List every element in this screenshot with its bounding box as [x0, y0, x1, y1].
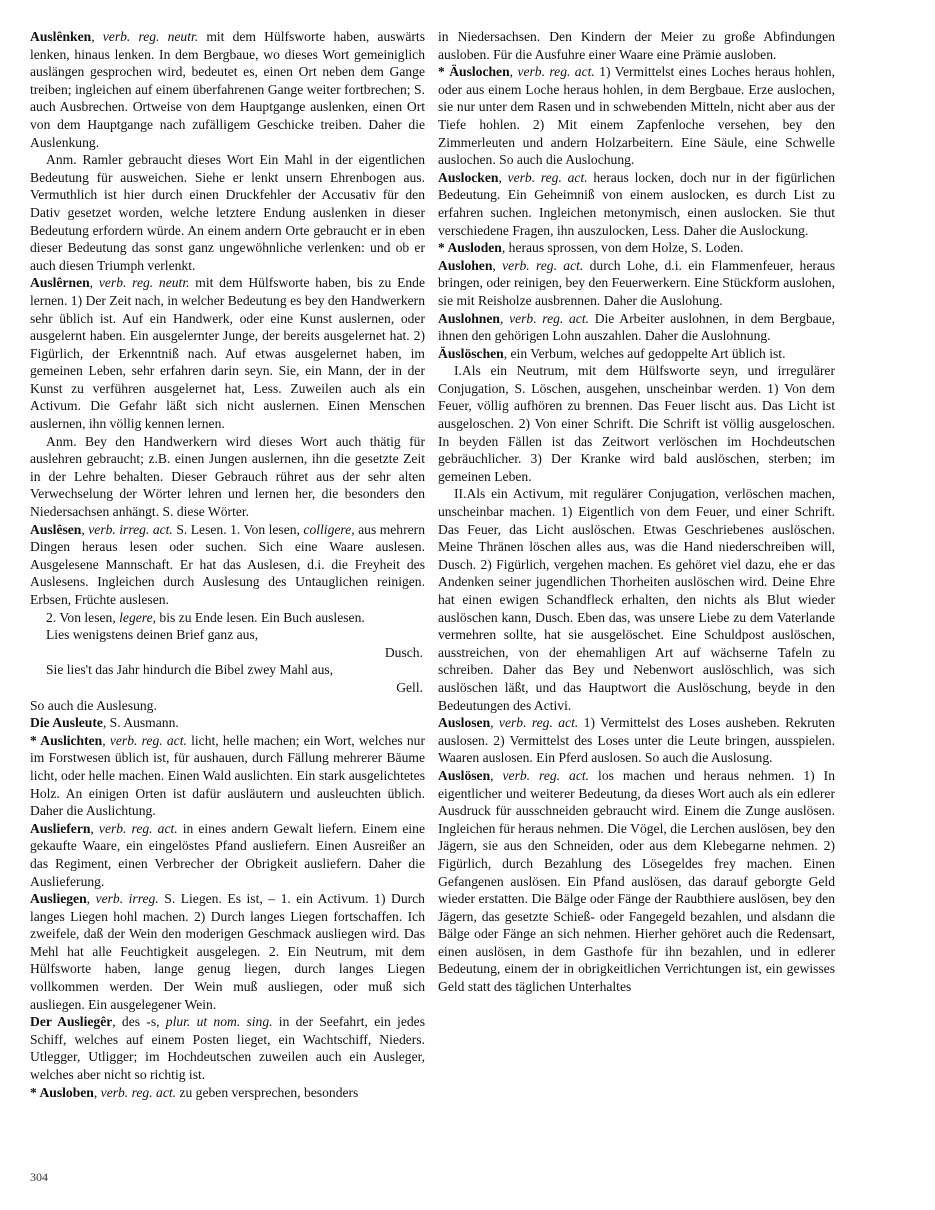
headword: Der Ausliegêr: [30, 1014, 113, 1030]
entry-text: S. Liegen. Es ist, – 1. ein Activum. 1) Durch langes Liegen hohl machen. 2) Durch langes Liegen fortschaffen. Ich zweifele, daß der Wein den moderigen Geschmack ausliegen wird. Das Mehl hat alle Feuchtigkeit ausgelegen. 2. Ein Neutrum, mit dem Hülfsworte haben, lange genug liegen, durch langes Liegen vollkommen werden. Der Wein muß ausliegen, oder muß sich ausliegen. Ein ausgelegener Wein.: [30, 891, 425, 1012]
entry-ausloben-continued: in Niedersachsen. Den Kindern der Meier zu große Abfindungen ausloben. Für die Ausfuhre einer Waare eine Prämie ausloben.: [438, 29, 835, 62]
entry-text: , heraus sprossen, von dem Holze, S. Loden.: [501, 240, 744, 256]
entry-ausloeschen-activum: II.Als ein Activum, mit regulärer Conjugation, verlöschen machen, unscheinbar machen. 1) Eigentlich von dem Feuer, und einer Schrift. Das Feuer, das Licht auslöschen. Etwas Geschriebenes auslöschen. Meine Thränen löschen alles aus, was die Hand niederschreiben will, Dusch. 2) Figürlich, vergehen machen. Es gehöret viel dazu, ehe er das Andenken seiner jugendlichen Thorheiten auslöschen wird. Deine Ehre hat einen ewigen Schandfleck erhalten, den nichts als Blut wieder auslöschen kann, Dusch. Eben das, was unsere Liebe zu dem Vaterlande vermehren sollte, hat sie ausgelöschet. Eine Schuldpost auslöschen, ausstreichen, von der ehemahligen Art auf wächserne Tafeln zu schreiben. Daher das Bey und Nebenwort auslöschlich, was sich auslöschen läßt, und das Hauptwort die Auslöschung, beyde in den Bedeutungen des Activi.: [438, 486, 835, 713]
entry-text: , S. Ausmann.: [102, 715, 179, 731]
entry-ausloben: * Ausloben, verb. reg. act. zu geben versprechen, besonders: [30, 1084, 359, 1100]
entry-auslesen-sense-2: [30, 609, 425, 627]
entry-auslosen: Auslosen, verb. reg. act. 1) Vermittelst des Loses ausheben. Rekruten auslosen. 2) Vermittelst des Loses unter die Leute bringen, ausspielen. Waaren auslosen. Ein Pferd auslosen. So auch die Auslosung.: [438, 715, 835, 766]
headword: Auslichten: [40, 732, 103, 748]
quotation-source: Dusch.: [384, 644, 423, 660]
quotation-source: Gell.: [396, 679, 423, 695]
grammar-label: verb. reg. act.: [502, 767, 590, 783]
headword: Auslocken: [438, 169, 499, 185]
note-auslernen: Anm. Bey den Handwerkern wird dieses Wort auch thätig für auslehren gebraucht; z.B. einen Jungen auslernen, ihn die gesetzte Zeit in der Lehre behalten. Dieser Gebrauch rühret aus der sehr alten Verwechselung der Wörter lehren und lernen her, die besonders den Niedersachsen anhängt. S. diese Wörter.: [30, 433, 425, 520]
entry-auslichten: * Auslichten, verb. reg. act. licht, helle machen; ein Wort, welches nur im Forstwesen üblich ist, für aushauen, durch Fällung mehrerer Bäume licht, oder helle machen. Einen Wald auslichten. Ein stark ausgelichtetes Holz. An einigen Orten ist dafür ausläutern und ausleuchten üblich. Daher die Auslichtung.: [30, 732, 425, 819]
entry-text: zu geben versprechen, besonders: [176, 1084, 359, 1100]
entry-auslohnen: Auslohnen, verb. reg. act. Die Arbeiter auslohnen, in dem Bergbaue, ihnen den gehörigen Lohn auszahlen. Daher die Auslohnung.: [438, 310, 836, 344]
quotation: Lies wenigstens deinen Brief ganz aus,: [46, 627, 259, 643]
entry-text: licht, helle machen; ein Wort, welches nur im Forstwesen üblich ist, für aushauen, durch Fällung mehrerer Bäume licht, oder helle machen. Einen Wald auslichten. Ein stark ausgelichtetes Holz. An einigen Orten ist dafür ausläutern und ausleuchten üblich. Daher die Auslichtung.: [30, 732, 425, 819]
right-column: [438, 28, 835, 996]
entry-auslernen: Auslêrnen, verb. reg. neutr. mit dem Hülfsworte haben, bis zu Ende lernen. 1) Der Zeit nach, in welcher Bedeutung es bey den Handwerkern sehr üblich ist. Auf ein Handwerk, oder eine Kunst auslernen, oder ausgelernt haben. Ein ausgelernter Junge, der bereits ausgelernet hat. 2) Figürlich, der Erkenntniß nach. Auf etwas ausgelernet haben, im gemeinen Leben, sehr erfahren darin seyn. Sie, ein Mann, der in der Kunst zu verführen ausgelernet hat, Less. Zuweilen auch als ein Activum. Die Gefahr läßt sich nicht auslernen. Einen Menschen auslernen, ihn völlig kennen lernen.: [30, 275, 426, 432]
entry-text: aus mehrern Dingen heraus lesen oder suchen. Sich eine Waare auslesen. Ausgelesene Mannschaft. Er hat das Auslesen, d.i. die Freyheit des Auslesens. Ingleichen durch Auslesung des Untauglichen reinigen. Erbsen, Früchte auslesen.: [30, 521, 425, 607]
entry-ausliefern: Ausliefern, verb. reg. act. in eines andern Gewalt liefern. Einem eine gekaufte Waare, ein eingelöstes Pfand ausliefern. Einen Ausreißer an das Regiment, einen Verbrecher der Obrigkeit ausliefern. Daher die Auslieferung.: [30, 820, 425, 889]
entry-auslochen: * Äuslochen, verb. reg. act. 1) Vermittelst eines Loches heraus hohlen, oder aus einem Loche heraus hohlen, in dem Bergbaue. Erze auslochen, sie nur unter dem Rasen und in schwebenden Mitteln, nicht aber aus der Tiefe hohlen. 2) Mit einem Zapfenloche versehen, bey den Zimmerleuten und andern Holzarbeitern. Eine Säule, eine Schwelle auslochen. So auch die Auslochung.: [438, 64, 835, 168]
grammar-label: verb. reg. neutr.: [102, 29, 199, 44]
entry-ausloden: [438, 239, 835, 257]
headword: Auslosen: [438, 715, 491, 731]
entry-text: heraus locken, doch nur in der figürlichen Bedeutung. Ein Geheimniß von einem auslocken, es durch List zu erfahren suchen. Ingleichen metonymisch, einen auslocken. Sie thut verschiedene Fragen, ihn auszulocken, Less. Daher die Auslockung.: [438, 169, 836, 238]
grammar-label: verb. irreg.: [95, 891, 159, 907]
entry-text: So auch die Auslesung.: [30, 697, 157, 713]
entry-text: 2. Von lesen,: [46, 609, 120, 625]
asterisk-mark: *: [30, 732, 41, 748]
dictionary-page: [30, 28, 836, 1178]
entry-text: , ein Verbum, welches auf gedoppelte Art üblich ist.: [503, 345, 786, 361]
entry-text: mit dem Hülfsworte haben, auswärts lenken, hinaus lenken. In dem Bergbaue, wo dieses Wort gemeiniglich auslängen gesprochen wird, bedeutet es, einen Ort neben dem Gange treiben; ingleichen auf einem überfahrenen Gange weiter fortbrechen; S. auch Ausbrechen. Ortweise von dem Hauptgange auslenken, einen Ort von dem Hauptgange nach zufälligem Geschicke treiben. Daher die Auslenkung.: [30, 29, 426, 150]
entry-auslenken: Auslênken, verb. reg. neutr. mit dem Hülfsworte haben, auswärts lenken, hinaus lenken. In dem Bergbaue, wo dieses Wort gemeiniglich auslängen gesprochen wird, bedeutet es, einen Ort neben dem Gange treiben; ingleichen auf einem überfahrenen Gange weiter fortbrechen; S. auch Ausbrechen. Ortweise von dem Hauptgange auslenken, einen Ort von dem Hauptgange nach zufälligem Geschicke treiben. Daher die Auslenkung.: [30, 29, 426, 150]
entry-text: bis zu Ende lesen. Ein Buch auslesen.: [156, 609, 365, 625]
entry-ausliegen: Ausliegen, verb. irreg. S. Liegen. Es ist, – 1. ein Activum. 1) Durch langes Liegen hohl machen. 2) Durch langes Liegen fortschaffen. Ich zweifele, daß der Wein den moderigen Geschmack ausliegen wird. Das Mehl hat alle Feuchtigkeit ausgelegen. 2. Ein Neutrum, mit dem Hülfsworte haben, lange genug liegen, durch langes Liegen vollkommen werden. Der Wein muß ausliegen, oder muß sich ausliegen. Ein ausgelegener Wein.: [30, 891, 425, 1012]
entry-text: 1) Vermittelst eines Loches heraus hohlen, oder aus einem Loche heraus hohlen, in dem Bergbaue. Erze auslochen, sie nur unter dem Rasen und in schwebenden Mitteln, nicht aber aus der Tiefe hohlen. 2) Mit einem Zapfenloche versehen, bey den Zimmerleuten und andern Holzarbeitern. Eine Säule, eine Schwelle auslochen. So auch die Auslochung.: [438, 64, 835, 168]
grammar-label: verb. reg. act.: [502, 257, 584, 273]
headword: Auslêrnen: [30, 275, 90, 291]
entry-ausloeschen: [438, 345, 835, 363]
headword: Ausloben: [39, 1084, 94, 1100]
entry-auslohen: Auslohen, verb. reg. act. durch Lohe, d.i. ein Flammenfeuer, heraus bringen, oder reinigen, bey den Feuerwerkern. Eine Stückform auslohen, sie mit Reisholze ausbrennen. Daher die Auslohung.: [438, 257, 836, 308]
entry-text: los machen und heraus nehmen. 1) In eigentlicher und weiterer Bedeutung, da dieses Wort auch als ein edlerer Ausdruck für ausschneiden gebraucht wird. Einem die Zunge auslösen. Ingleichen für heraus nehmen. Die Vögel, die Lerchen auslösen, bey den Jägern, sie aus den Schneiden, oder aus dem Klebegarne nehmen. 2) Figürlich, durch Bezahlung des Lösegeldes frey machen. Einen Gefangenen auslösen. Ein Pfand auslösen, das darauf geborgte Geld wieder erstatten. Die Bälge oder Fänge der Raubthiere auslösen, bey den Jägern, das gesetzte Schieß- oder Fangegeld bezahlen, und alsdann die Bälge oder Fänge an sich nehmen. Hierher gehöret auch die Redensart, einen auslösen, in dem Gasthofe für ihn bezahlen, und in edlerer Bedeutung, einem der in obrigkeitlichen Verrichtungen ist, ein gewisses Geld statt des täglichen Unterhaltes: [438, 767, 836, 995]
grammar-label: verb. reg. act.: [109, 732, 187, 748]
headword: Auslohnen: [438, 310, 500, 326]
entry-text: mit dem Hülfsworte haben, bis zu Ende lernen. 1) Der Zeit nach, in welcher Bedeutung es bey den Handwerkern sehr üblich ist. Auf ein Handwerk, oder eine Kunst auslernen, oder ausgelernt haben. Ein ausgelernter Junge, der bereits ausgelernet hat. 2) Figürlich, der Erkenntniß nach. Auf etwas ausgelernet haben, im gemeinen Leben, sehr erfahren darin seyn. Sie, ein Mann, der in der Kunst zu verführen ausgelernet hat, Less. Zuweilen auch als ein Activum. Die Gefahr läßt sich nicht auslernen. Einen Menschen auslernen, ihn völlig kennen lernen.: [30, 275, 426, 432]
grammar-label: verb. reg. act.: [100, 1084, 177, 1100]
entry-text: in eines andern Gewalt liefern. Einem eine gekaufte Waare, ein eingelöstes Pfand ausliefern. Einen Ausreißer an das Regiment, einen Verbrecher der Obrigkeit ausliefern. Daher die Auslieferung.: [30, 820, 425, 889]
left-column: [30, 28, 425, 1101]
grammar-label: verb. reg. act.: [98, 820, 178, 836]
headword: Ausliefern: [30, 820, 91, 836]
latin-gloss: legere,: [119, 609, 156, 625]
asterisk-mark: *: [438, 240, 448, 256]
entry-text: S. Lesen. 1. Von lesen,: [172, 521, 304, 537]
grammar-label: plur. ut nom. sing.: [165, 1014, 273, 1030]
entry-text: 1) Vermittelst des Loses ausheben. Rekruten auslosen. 2) Vermittelst des Loses unter die Leute bringen, ausspielen. Waaren auslosen. Ein Pferd auslosen. So auch die Auslosung.: [438, 715, 835, 766]
grammar-label: verb. reg. neutr.: [98, 275, 190, 291]
entry-text: in der Seefahrt, ein jedes Schiff, welches auf einem Posten lieget, ein Wachtschiff, Nieders. Utlegger, Utligger; im Hochdeutschen zuweilen auch ein Ausleger, welches aber nicht so richtig ist.: [30, 1014, 425, 1083]
quotation: Sie lies't das Jahr hindurch die Bibel zwey Mahl aus,: [46, 662, 334, 678]
asterisk-mark: *: [438, 64, 450, 80]
entry-auslocken: Auslocken, verb. reg. act. heraus locken, doch nur in der figürlichen Bedeutung. Ein Geheimniß von einem auslocken, es durch List zu erfahren suchen. Ingleichen metonymisch, einen auslocken. Sie thut verschiedene Fragen, ihn auszulocken, Less. Daher die Auslockung.: [438, 169, 836, 238]
headword: Die Ausleute: [30, 715, 103, 731]
headword: Ausliegen: [30, 891, 87, 907]
grammar-label: verb. reg. act.: [509, 310, 590, 326]
grammar-label: verb. reg. act.: [517, 64, 595, 80]
headword: Äuslöschen: [438, 345, 504, 361]
entry-text: durch Lohe, d.i. ein Flammenfeuer, heraus bringen, oder reinigen, bey den Feuerwerkern. Eine Stückform auslohen, sie mit Reisholze ausbrennen. Daher die Auslohung.: [438, 257, 836, 308]
headword: Äuslochen: [449, 64, 510, 80]
latin-gloss: colligere,: [303, 521, 355, 537]
asterisk-mark: *: [30, 1084, 40, 1100]
grammar-label: verb. reg. act.: [498, 715, 579, 731]
headword: Auslênken: [30, 29, 92, 44]
entry-ausloesen: Auslösen, verb. reg. act. los machen und heraus nehmen. 1) In eigentlicher und weiterer Bedeutung, da dieses Wort auch als ein edlerer Ausdruck für ausschneiden gebraucht wird. Einem die Zunge auslösen. Ingleichen für heraus nehmen. Die Vögel, die Lerchen auslösen, bey den Jägern, sie aus den Schneiden, oder aus dem Klebegarne nehmen. 2) Figürlich, durch Bezahlung des Lösegeldes frey machen. Einen Gefangenen auslösen. Ein Pfand auslösen, das darauf geborgte Geld wieder erstatten. Die Bälge oder Fänge der Raubthiere auslösen, bey den Jägern, das gesetzte Schieß- oder Fangegeld bezahlen, und alsdann die Bälge oder Fänge an sich nehmen. Hierher gehöret auch die Redensart, einen auslösen, in dem Gasthofe für ihn bezahlen, und in edlerer Bedeutung, einem der in obrigkeitlichen Verrichtungen ist, ein gewisses Geld statt des täglichen Unterhaltes: [438, 767, 836, 995]
entry-text: , des -s,: [112, 1014, 166, 1030]
entry-auslesen: Auslêsen, verb. irreg. act. S. Lesen. 1. Von lesen, colligere, aus mehrern Dingen heraus lesen oder suchen. Sich eine Waare auslesen. Ausgelesene Mannschaft. Er hat das Auslesen, d.i. die Freyheit des Auslesens. Ingleichen durch Auslesung des Untauglichen reinigen. Erbsen, Früchte auslesen.: [30, 521, 425, 607]
entry-text: Die Arbeiter auslohnen, in dem Bergbaue, ihnen den gehörigen Lohn auszahlen. Daher die Auslohnung.: [438, 310, 836, 344]
headword: Auslösen: [438, 767, 491, 783]
entry-ausleger: [30, 1013, 425, 1083]
grammar-label: verb. reg. act.: [507, 169, 588, 185]
note-auslenken: Anm. Ramler gebraucht dieses Wort Ein Mahl in der eigentlichen Bedeutung für ausweichen. Siehe er lenkt unsern Ehrenbogen aus. Vermuthlich ist hier durch einen Druckfehler der Accusativ für den Dativ gesetzet worden, welche letztere Endung auslenken in dieser Bedeutung erfordern würde. An einem andern Orte gebraucht er in eben dieser Bedeutung das sonst ganz ungewöhnliche verlenken: und ob er auch diesen Triumph verlenkt.: [30, 152, 425, 273]
entry-ausloeschen-neutrum: I.Als ein Neutrum, mit dem Hülfsworte seyn, und irregulärer Conjugation, S. Löschen, ausgehen, unscheinbar werden. 1) Von dem Feuer, völlig aufhören zu brennen. Das Feuer lischt aus. Das Licht ist ausgeloschen. 2) Von einer Schrift. Die Schrift ist völlig ausgeloschen. In beyden Fällen ist das Zeitwort verlöschen im Hochdeutschen gebräuchlicher. 3) Der Kranke wird bald auslöschen, sterben; im gemeinen Leben.: [438, 363, 835, 484]
headword: Auslohen: [438, 257, 493, 273]
headword: Auslêsen: [30, 521, 82, 537]
page-number: 304: [30, 1170, 48, 1184]
headword: Ausloden: [447, 240, 502, 256]
grammar-label: verb. irreg. act.: [88, 521, 173, 537]
entry-ausleute: [30, 714, 425, 732]
